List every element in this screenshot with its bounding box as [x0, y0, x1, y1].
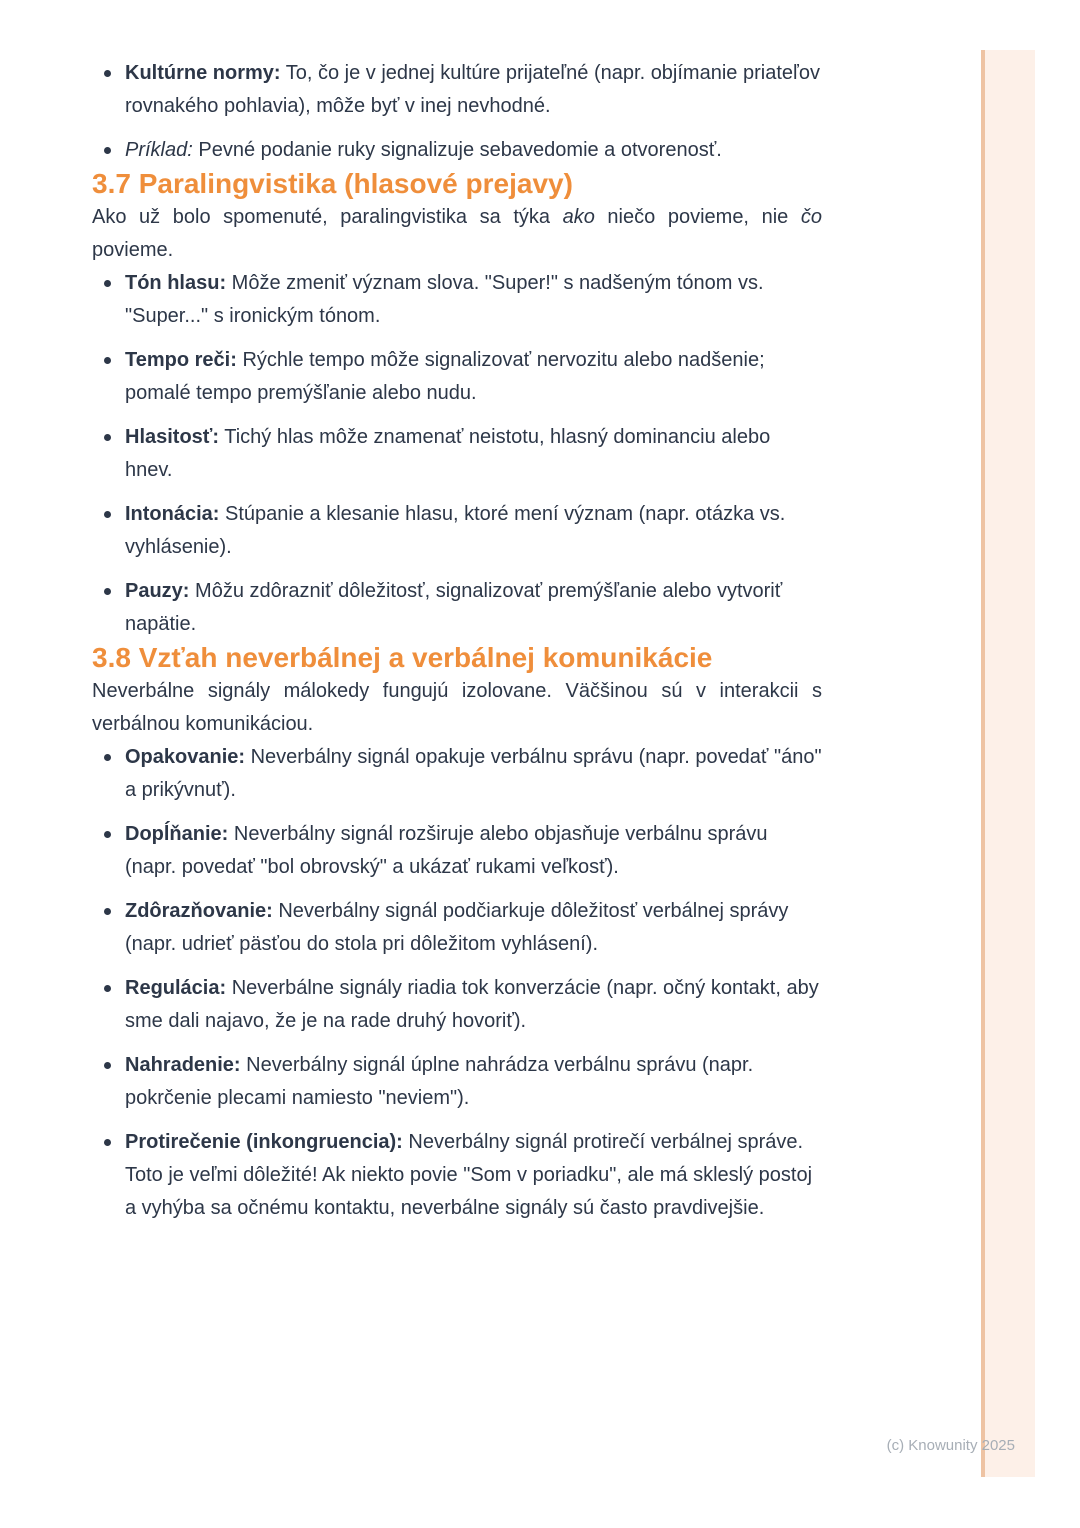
item-label: Pauzy: [125, 580, 190, 602]
section-heading-3-7: 3.7 Paralingvistika (hlasové prejavy) [92, 168, 573, 199]
section-heading-3-8: 3.8 Vzťah neverbálnej a verbálnej komunikácie [92, 642, 713, 673]
item-label: Tempo reči: [125, 349, 237, 371]
list-item [92, 267, 822, 333]
decorative-side-stripe [981, 50, 1035, 1477]
section-3-8-bullet-list [92, 741, 822, 1225]
item-label: Intonácia: [125, 503, 220, 525]
italic-word: čo [800, 206, 822, 228]
paragraph-text: niečo povieme, nie [594, 206, 801, 228]
item-label: Príklad: [125, 139, 193, 161]
item-text: Pevné podanie ruky signalizuje sebavedomie a otvorenosť. [198, 139, 722, 161]
item-label: Protirečenie (inkongruencia): [125, 1131, 403, 1153]
item-label: Tón hlasu: [125, 272, 227, 294]
list-item [92, 972, 822, 1038]
list-item [92, 575, 822, 641]
item-text: To, čo je v jednej kultúre prijateľné (napr. objímanie priateľov rovnakého pohlavia), môže byť v inej nevhodné. [125, 62, 820, 117]
list-item [92, 1126, 822, 1225]
item-text: Neverbálny signál podčiarkuje dôležitosť verbálnej správy (napr. udrieť päsťou do stola pri dôležitom vyhlásení). [125, 900, 789, 955]
item-label: Dopĺňanie: [125, 823, 229, 845]
item-text: Neverbálny signál opakuje verbálnu správu (napr. povedať "áno" a prikývnuť). [125, 746, 822, 801]
item-text: Stúpanie a klesanie hlasu, ktoré mení význam (napr. otázka vs. vyhlásenie). [125, 503, 786, 558]
item-label: Kultúrne normy: [125, 62, 281, 84]
item-text: Neverbálny signál rozširuje alebo objasňuje verbálnu správu (napr. povedať "bol obrovský" a ukázať rukami veľkosť). [125, 823, 768, 878]
italic-word: ako [562, 206, 595, 228]
item-label: Nahradenie: [125, 1054, 241, 1076]
item-label: Opakovanie: [125, 746, 246, 768]
list-item [92, 498, 822, 564]
item-label: Hlasitosť: [125, 426, 220, 448]
item-text: Neverbálny signál protirečí verbálnej správe. Toto je veľmi dôležité! Ak niekto povie "Som v poriadku", ale má skleslý postoj a vyhýba sa očnému kontaktu, neverbálne signály sú často pravdivejšie. [125, 1131, 813, 1219]
intro-bullet-list [92, 57, 822, 167]
item-text: Neverbálny signál úplne nahrádza verbálnu správu (napr. pokrčenie plecami namiesto "neviem"). [125, 1054, 754, 1109]
item-text: Neverbálne signály riadia tok konverzácie (napr. očný kontakt, aby sme dali najavo, že je na rade druhý hovoriť). [125, 977, 819, 1032]
list-item [92, 1049, 822, 1115]
list-item [92, 741, 822, 807]
list-item [92, 895, 822, 961]
item-text: Môže zmeniť význam slova. "Super!" s nadšeným tónom vs. "Super..." s ironickým tónom. [125, 272, 764, 327]
page-content [92, 0, 822, 1225]
list-item [92, 344, 822, 410]
list-item [92, 818, 822, 884]
item-label: Zdôrazňovanie: [125, 900, 273, 922]
paragraph-text: povieme. [92, 239, 174, 261]
section-3-7-bullet-list [92, 267, 822, 641]
footer-credit: (c) Knowunity 2025 [886, 1437, 1015, 1454]
paragraph-text: Ako už bolo spomenuté, paralingvistika sa týka [92, 206, 563, 228]
section-3-7-paragraph [92, 201, 822, 267]
list-item [92, 57, 822, 123]
list-item [92, 134, 822, 167]
item-label: Regulácia: [125, 977, 227, 999]
section-3-8-paragraph: Neverbálne signály málokedy fungujú izolovane. Väčšinou sú v interakcii s verbálnou komunikáciou. [92, 680, 822, 735]
item-text: Môžu zdôrazniť dôležitosť, signalizovať premýšľanie alebo vytvoriť napätie. [125, 580, 783, 635]
item-text: Tichý hlas môže znamenať neistotu, hlasný dominanciu alebo hnev. [125, 426, 771, 481]
list-item [92, 421, 822, 487]
item-text: Rýchle tempo môže signalizovať nervozitu alebo nadšenie; pomalé tempo premýšľanie alebo nudu. [125, 349, 765, 404]
